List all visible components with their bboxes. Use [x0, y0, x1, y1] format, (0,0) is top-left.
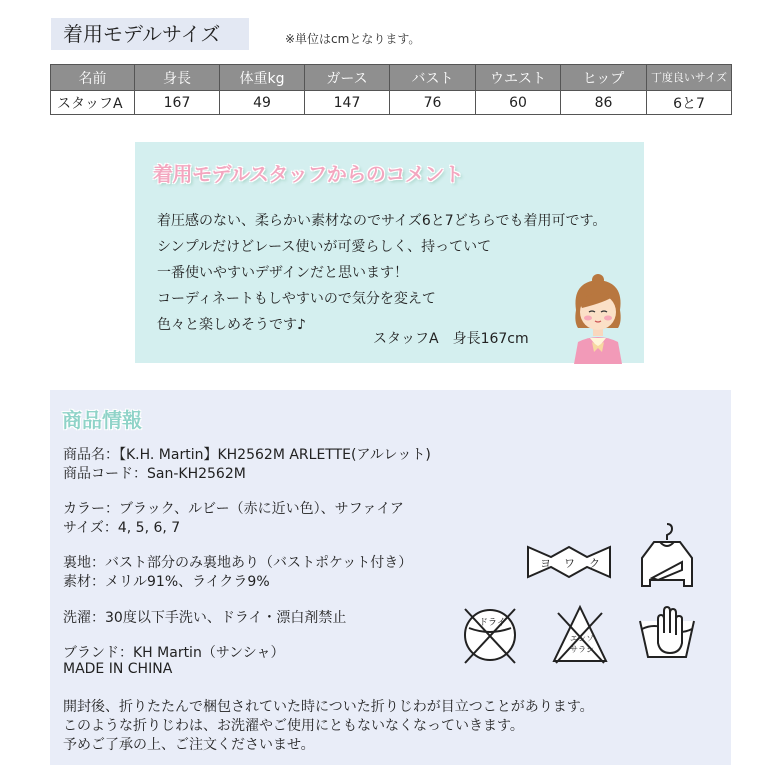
dry-flat-char: ワ: [564, 557, 575, 570]
product-name: 商品名：【K.H. Martin】KH2562M ARLETTE(アルレット): [63, 447, 431, 463]
comment-line: 着圧感のない、柔らかい素材なのでサイズ6と7どちらでも着用可です。: [157, 213, 607, 229]
product-wash: 洗濯：30度以下手洗い、ドライ・漂白剤禁止: [63, 610, 347, 626]
cell-waist: 60: [476, 91, 561, 115]
no-dry-clean-icon: [461, 603, 519, 665]
comment-line: コーディネートもしやすいので気分を変えて: [157, 291, 436, 307]
header-name: 名前: [51, 65, 135, 91]
dry-flat-char: ヨ: [540, 557, 551, 570]
hang-dry-icon: [634, 520, 700, 590]
table-row: [51, 91, 732, 115]
staff-avatar-icon: [568, 272, 628, 364]
product-note: 予めご了承の上、ご注文くださいませ。: [63, 737, 315, 753]
dry-flat-char: ク: [589, 557, 600, 570]
product-note: 開封後、折りたたんで梱包されていた時についた折りじわが目立つことがあります。: [63, 699, 594, 715]
product-note: このような折りじわは、お洗濯やご使用にともないなくなっていきます。: [63, 718, 524, 734]
staff-comment-box: [135, 142, 644, 363]
product-size: サイズ：4, 5, 6, 7: [63, 520, 181, 536]
header-bust: バスト: [390, 65, 476, 91]
product-info-box: [50, 390, 731, 765]
header-height: 身長: [135, 65, 220, 91]
no-bleach-label: サラシ: [570, 645, 594, 654]
header-girth: ガース: [305, 65, 390, 91]
cell-bust: 76: [390, 91, 476, 115]
comment-text: [157, 208, 606, 338]
header-hip: ヒップ: [561, 65, 647, 91]
header-best-size: 丁度良いサイズ: [647, 65, 732, 91]
cell-best-size: 6と7: [647, 91, 732, 115]
size-table: [50, 64, 732, 115]
cell-girth: 147: [305, 91, 390, 115]
header-waist: ウエスト: [476, 65, 561, 91]
comment-title: 着用モデルスタッフからのコメント: [153, 162, 464, 186]
size-table-header-row: [51, 65, 732, 91]
product-lining: 裏地：バスト部分のみ裏地あり（バストポケット付き）: [63, 555, 413, 571]
unit-note: ※単位はcmとなります。: [285, 32, 421, 46]
comment-line: シンプルだけどレース使いが可愛らしく、持っていて: [157, 239, 492, 255]
no-dry-label: ドライ: [479, 618, 506, 628]
no-bleach-icon: [550, 603, 610, 665]
product-material: 素材：メリル91%、ライクラ9%: [63, 574, 270, 590]
no-bleach-label: エンソ: [570, 634, 594, 643]
product-origin: MADE IN CHINA: [63, 661, 173, 677]
cell-weight: 49: [220, 91, 305, 115]
product-info-title: 商品情報: [62, 408, 142, 432]
hand-wash-icon: [636, 603, 698, 661]
comment-line: 色々と楽しめそうです♪: [157, 317, 306, 333]
product-color: カラー：ブラック、ルビー（赤に近い色）、サファイア: [63, 501, 404, 517]
cell-height: 167: [135, 91, 220, 115]
dry-flat-icon: [526, 545, 612, 579]
cell-hip: 86: [561, 91, 647, 115]
model-size-title: 着用モデルサイズ: [51, 18, 249, 50]
header-weight: 体重kg: [220, 65, 305, 91]
comment-line: 一番使いやすいデザインだと思います！: [157, 265, 409, 281]
product-code: 商品コード：San-KH2562M: [63, 466, 246, 482]
product-brand: ブランド：KH Martin（サンシャ）: [63, 645, 285, 661]
cell-name: スタッフA: [51, 91, 135, 115]
comment-signature: スタッフA 身長167cm: [373, 331, 529, 347]
